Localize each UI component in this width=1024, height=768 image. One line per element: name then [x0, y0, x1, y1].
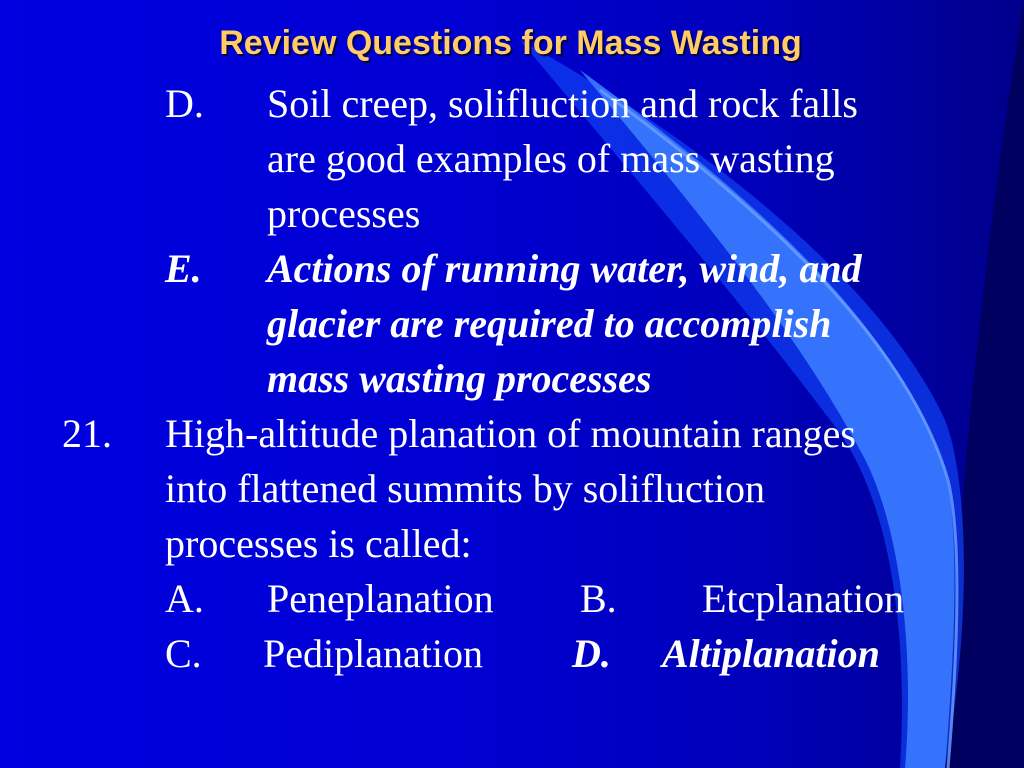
choice-a-marker: A. [165, 576, 204, 621]
question-line-1: High-altitude planation of mountain ranges [165, 411, 856, 456]
option-d-marker: D. [165, 81, 204, 126]
choice-a-text: Peneplanation [267, 576, 494, 621]
choice-b-marker: B. [580, 576, 617, 621]
option-d-line-1: Soil creep, solifluction and rock falls [267, 81, 858, 126]
slide-title: Review Questions for Mass Wasting [219, 24, 802, 62]
choice-d-text: Altiplanation [662, 631, 880, 676]
option-e-line-1: Actions of running water, wind, and [267, 246, 862, 291]
question-line-2: into flattened summits by solifluction [165, 466, 765, 511]
option-e-marker: E. [165, 246, 202, 291]
option-e-line-3: mass wasting processes [267, 356, 652, 401]
option-d-line-3: processes [267, 191, 421, 236]
option-d-line-2: are good examples of mass wasting [267, 136, 835, 181]
choice-d-marker: D. [572, 631, 611, 676]
option-e-line-2: glacier are required to accomplish [267, 301, 832, 346]
choice-b-text: Etcplanation [702, 576, 905, 621]
choice-c-marker: C. [165, 631, 202, 676]
question-number: 21. [62, 411, 112, 456]
question-line-3: processes is called: [165, 521, 472, 566]
choice-c-text: Pediplanation [263, 631, 483, 676]
